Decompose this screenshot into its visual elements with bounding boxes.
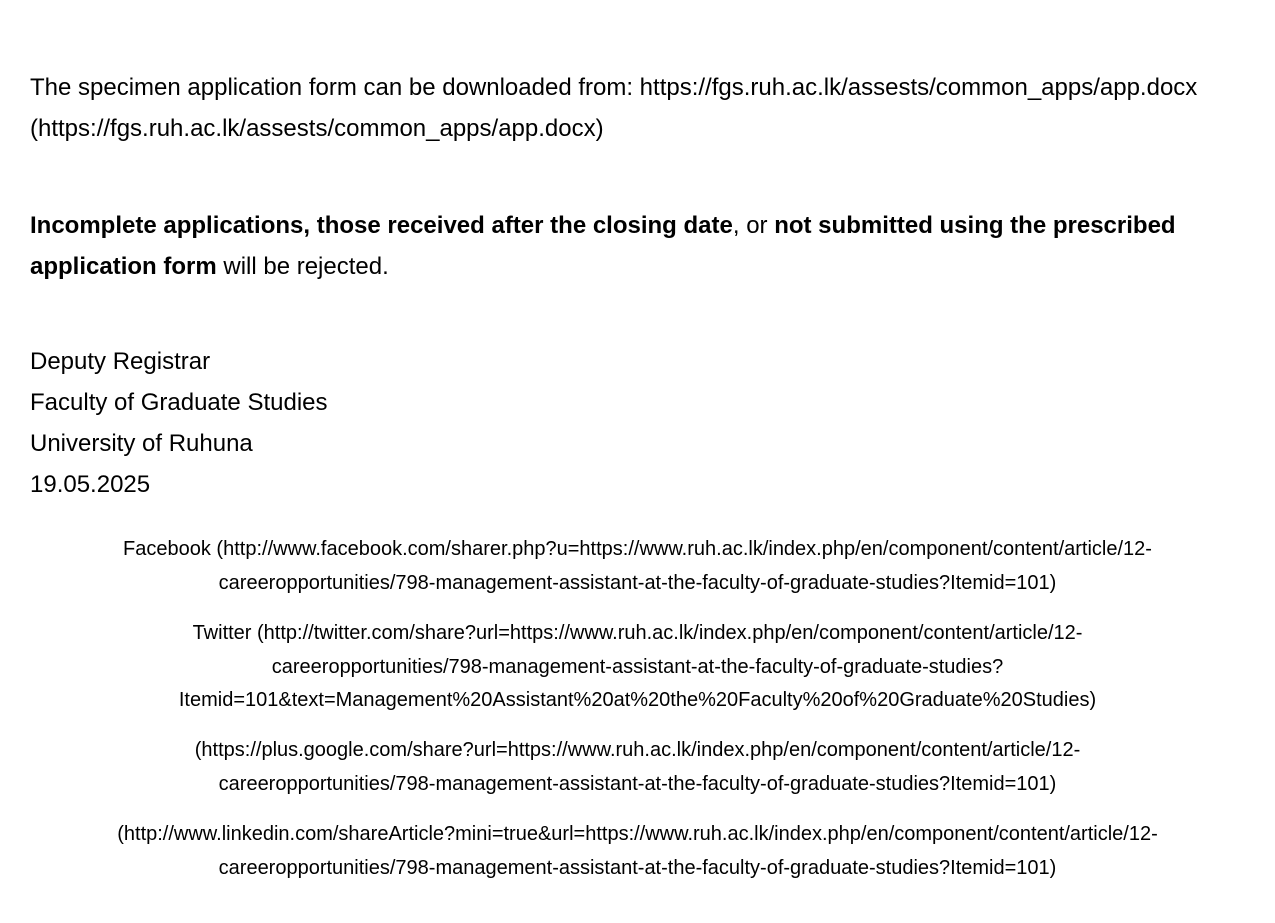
application-form-link[interactable]: https://fgs.ruh.ac.lk/assests/common_apps/app.docx [639,74,1198,101]
signature-faculty: Faculty of Graduate Studies [30,389,328,416]
signature-university: University of Ruhuna [30,430,253,457]
application-form-link-url[interactable]: (https://fgs.ruh.ac.lk/assests/common_apps/app.docx) [30,115,604,142]
share-twitter-line-1[interactable]: Twitter (http://twitter.com/share?url=https://www.ruh.ac.lk/index.php/en/component/content/article/12- [192,622,1083,644]
download-notice-line-2 [30,115,604,143]
download-notice-text: The specimen application form can be downloaded from: [30,74,640,101]
rejection-bold-2b: application form [30,253,217,280]
rejection-notice-line-1 [30,212,1176,240]
share-facebook-line-2[interactable]: careeropportunities/798-management-assistant-at-the-faculty-of-graduate-studies?Itemid=101) [218,572,1057,594]
rejection-plain-1: , or [732,212,775,239]
share-google-plus-line-2[interactable]: careeropportunities/798-management-assistant-at-the-faculty-of-graduate-studies?Itemid=101) [218,773,1057,795]
share-twitter-line-2[interactable]: careeropportunities/798-management-assistant-at-the-faculty-of-graduate-studies? [271,656,1004,678]
rejection-notice-line-2 [30,253,389,281]
download-notice-line-1 [30,74,1197,102]
rejection-plain-2: will be rejected. [216,253,389,280]
signature-title: Deputy Registrar [30,348,211,375]
share-twitter-line-3[interactable]: Itemid=101&text=Management%20Assistant%20at%20the%20Faculty%20of%20Graduate%20Studies) [178,689,1097,711]
signature-date: 19.05.2025 [30,471,151,498]
share-linkedin-line-2[interactable]: careeropportunities/798-management-assistant-at-the-faculty-of-graduate-studies?Itemid=101) [218,857,1057,879]
share-linkedin-line-1[interactable]: (http://www.linkedin.com/shareArticle?mini=true&url=https://www.ruh.ac.lk/index.php/en/component/content/article/12- [117,823,1158,845]
rejection-bold-1: Incomplete applications, those received after the closing date [30,212,733,239]
share-google-plus-line-1[interactable]: (https://plus.google.com/share?url=https://www.ruh.ac.lk/index.php/en/component/content/article/12- [194,739,1081,761]
share-facebook-line-1[interactable]: Facebook (http://www.facebook.com/sharer.php?u=https://www.ruh.ac.lk/index.php/en/component/content/article/12- [123,538,1152,560]
rejection-bold-2a: not submitted using the prescribed [774,212,1176,239]
